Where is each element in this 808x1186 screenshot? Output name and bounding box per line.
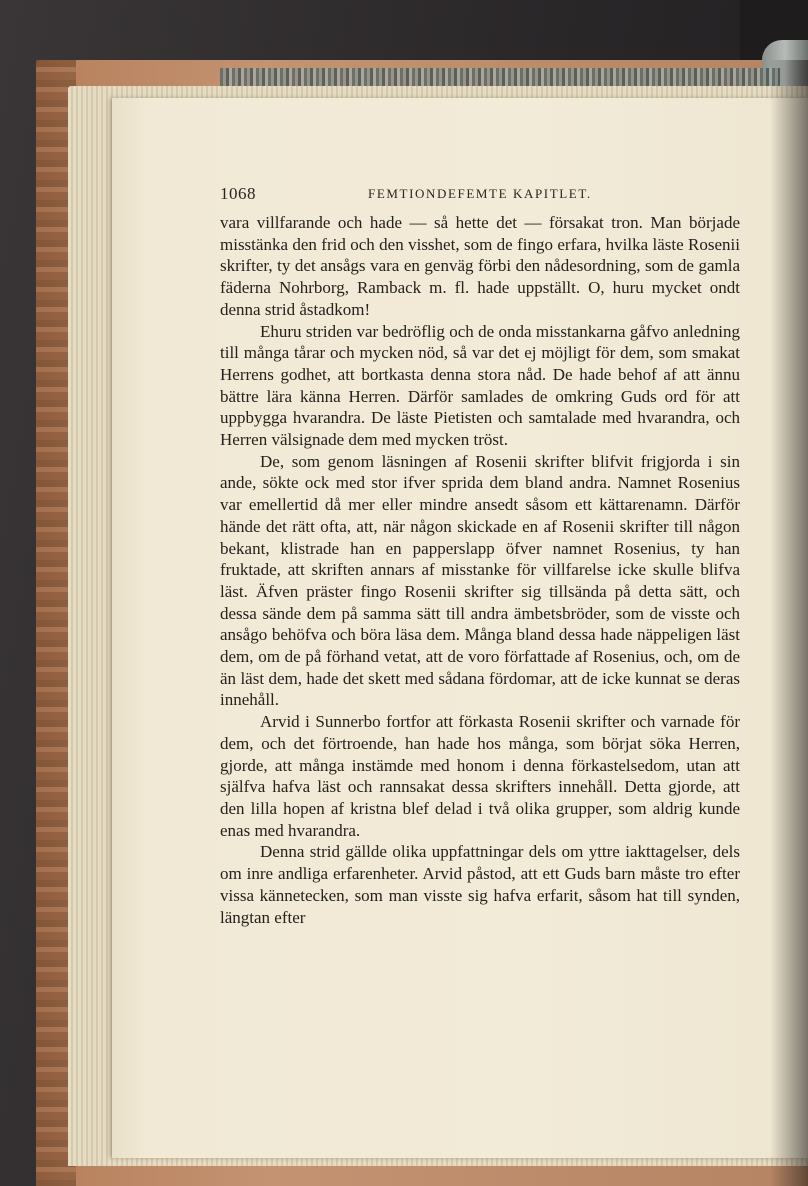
body-text <box>220 212 740 928</box>
paragraph: Ehuru striden var bedröflig och de onda misstankarna gåfvo anledning till många tårar och mycken nöd, så var det ej möjligt för dem, som smakat Herrens godhet, att bortkasta denna stora nåd. De hade behof af att ännu bättre lära känna Herren. Därför samlades de omkring Guds ord för att uppbygga hvarandra. De läste Pietisten och samtalade med hvarandra, och Herren välsignade dem med mycken tröst. <box>220 321 740 450</box>
paragraph: Denna strid gällde olika uppfattningar dels om yttre iakttagelser, dels om inre andliga erfarenheter. Arvid påstod, att ett Guds barn måste tro efter vissa kännetecken, som man visste sig hafva erfarit, såsom hat till synden, längtan efter <box>220 842 740 927</box>
page-shadow <box>770 60 808 1186</box>
running-head <box>220 184 740 204</box>
paragraph: Arvid i Sunnerbo fortfor att förkasta Rosenii skrifter och varnade för dem, och det förtroende, han hade hos många, som börjat söka Herren, gjorde, att många instämde med honom i denna förkastelsedom, utan att själfva hafva läst och rannsakat dessa skrifters innehåll. Detta gjorde, att den lilla hopen af kristna blef delad i två olika grupper, som aldrig kunde enas med hvarandra. <box>220 712 740 840</box>
paragraph: vara villfarande och hade — så hette det — försakat tron. Man började misstänka den frid och den visshet, som de fingo erfara, hvilka läste Rosenii skrifter, ty det ansågs vara en genväg förbi den nådesordning, som de gamla fäderna Nohrborg, Ramback m. fl. hade uppställt. O, huru mycket ondt denna strid åstadkom! <box>220 213 740 319</box>
chapter-title: FEMTIONDEFEMTE KAPITLET. <box>368 186 592 201</box>
page-number: 1068 <box>220 184 256 203</box>
paragraph: De, som genom läsningen af Rosenii skrifter blifvit frigjorda i sin ande, sökte ock med stor ifver sprida dem bland andra. Namnet Rosenius var emellertid då mer eller mindre ansedt såsom ett kättarenamn. Därför hände det rätt ofta, att, när någon skickade en af Rosenii skrifter till någon bekant, klistrade han en papperslapp öfver namnet Rosenius, ty han fruktade, att skriften annars af misstanke för villfarelse icke skulle blifva läst. Äfven präster fingo Rosenii skrifter sig tillsända på detta sätt, och dessa sände dem på samma sätt till andra ämbetsbröder, som de visste och ansågo behöfva och böra läsa dem. Många bland dessa hade näppeligen läst dem, om de på förhand vetat, att de voro författade af Rosenius, och, om de än läst dem, hade det skett med sådana fördomar, att de icke kunnat se deras innehåll. <box>220 451 740 710</box>
